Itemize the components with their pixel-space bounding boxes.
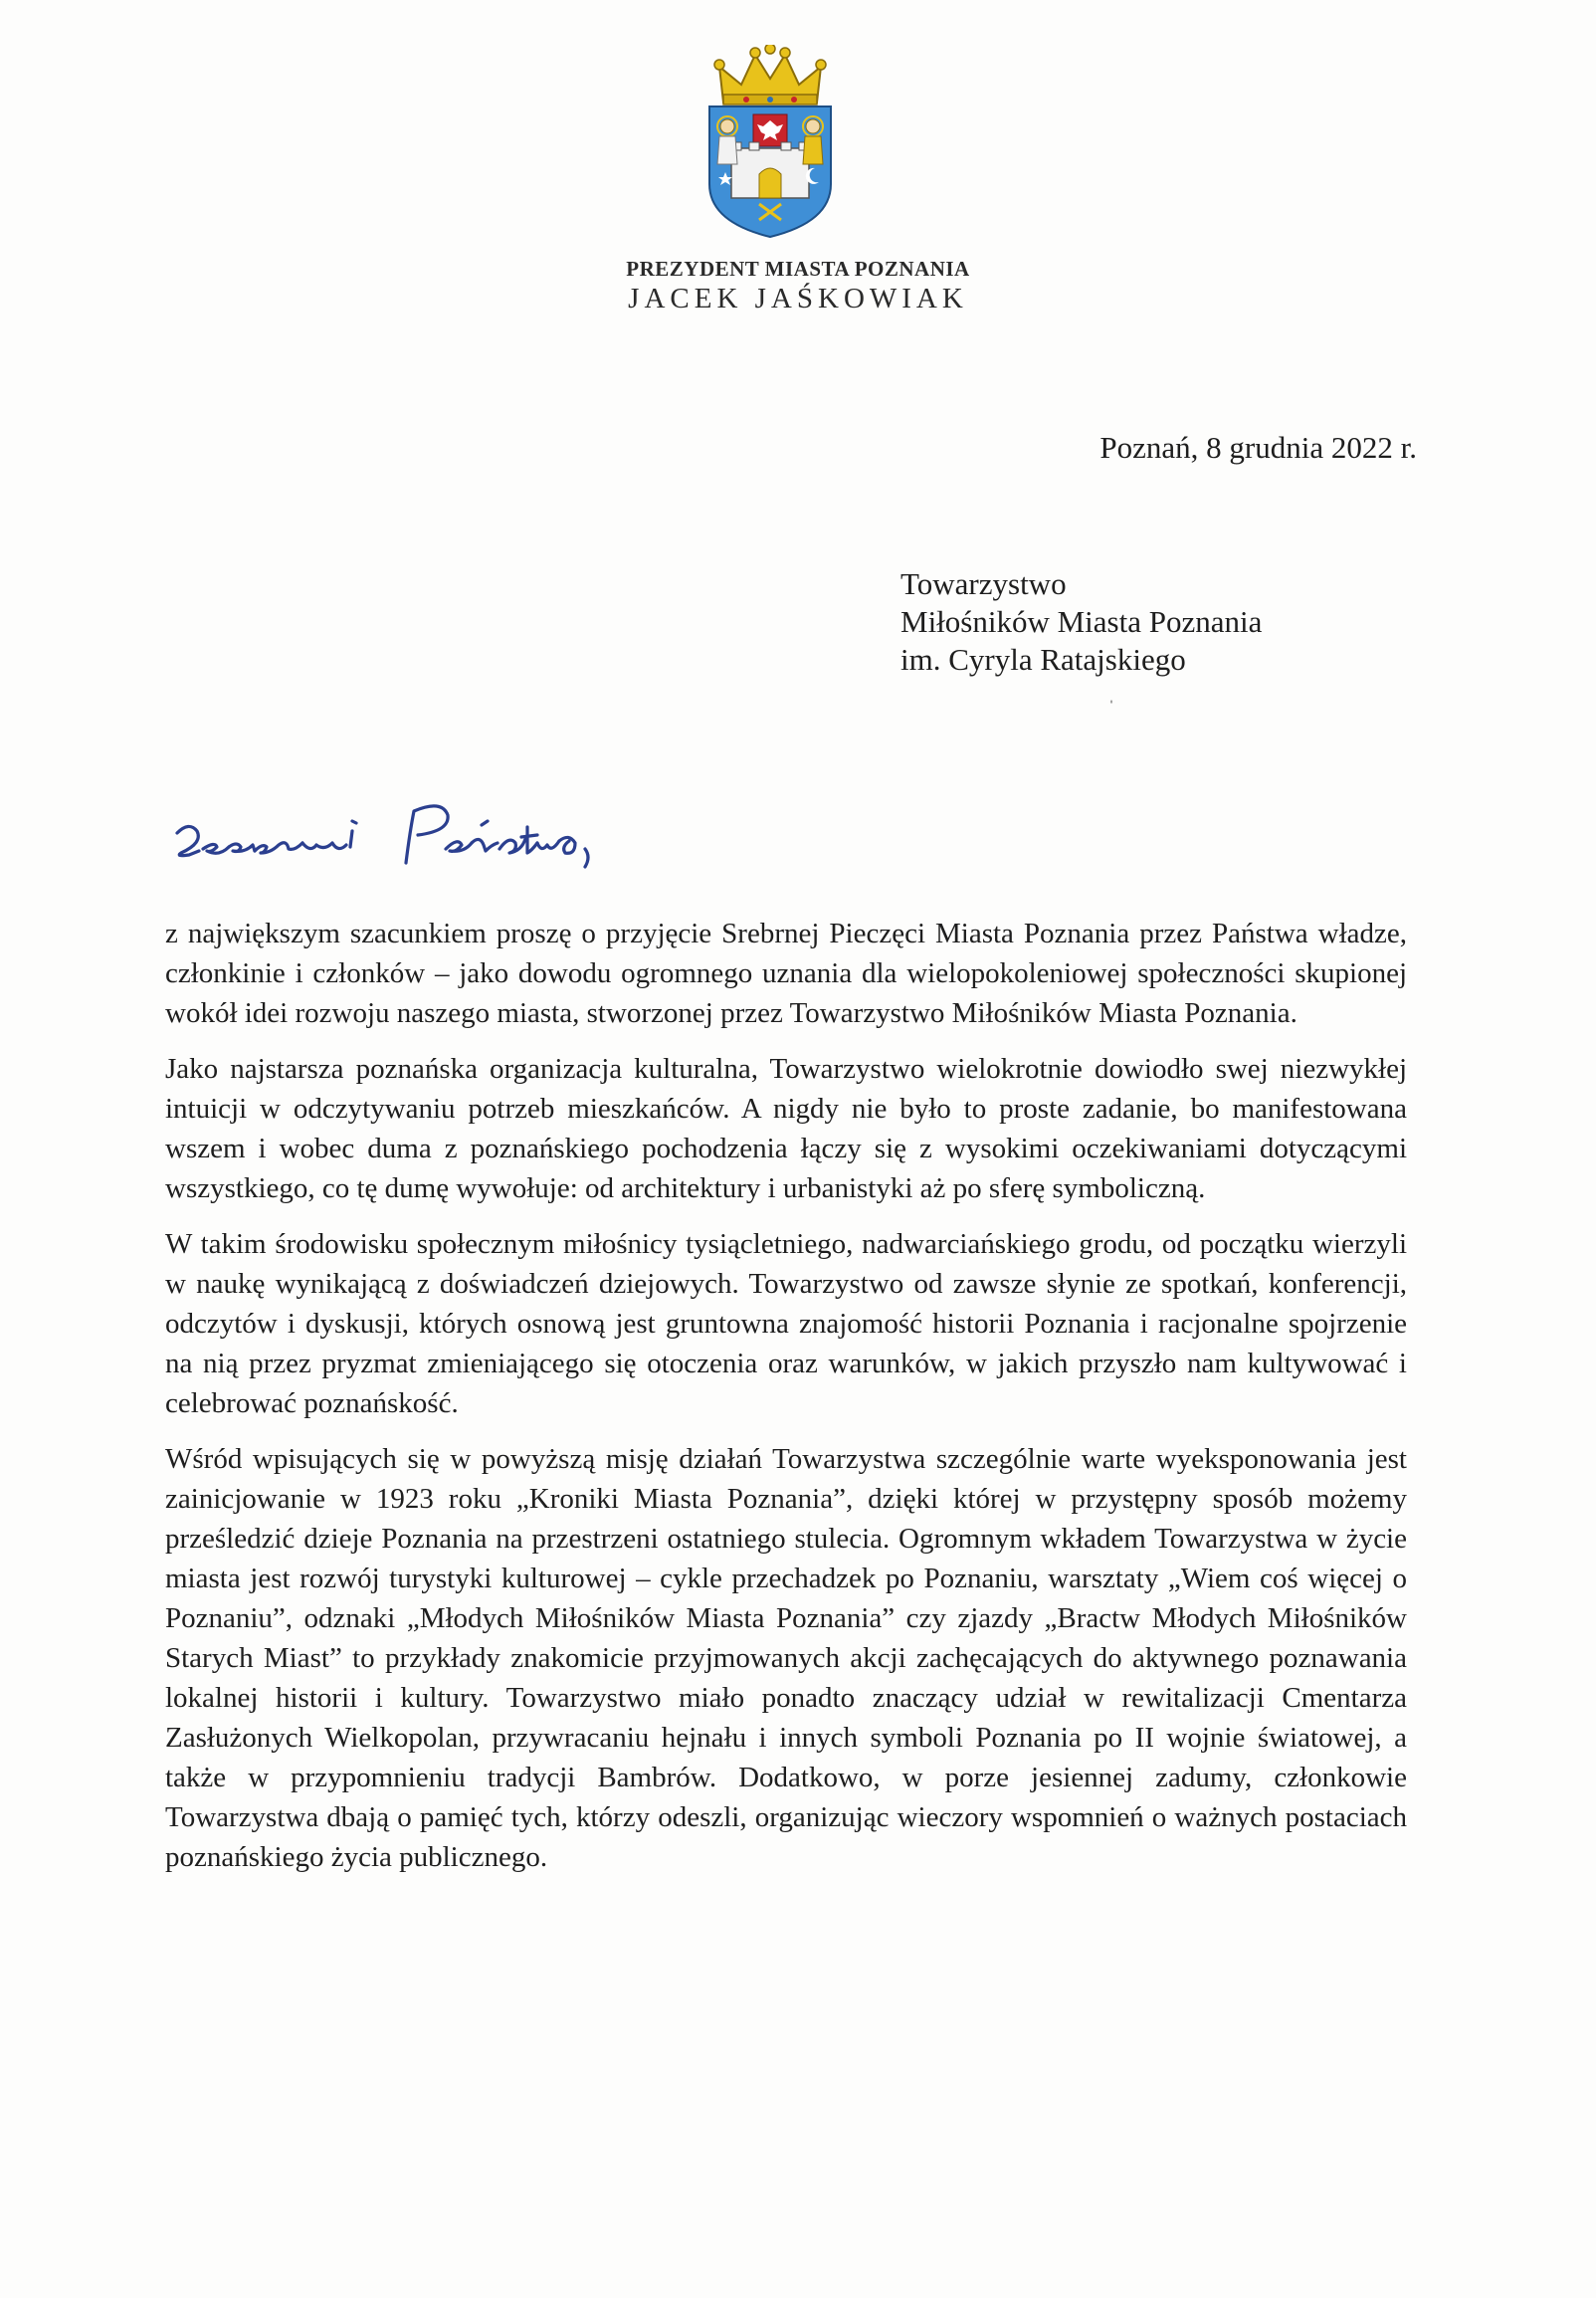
addressee-line-2: Miłośników Miasta Poznania xyxy=(900,604,1263,639)
addressee-line-3: im. Cyryla Ratajskiego xyxy=(900,642,1186,677)
addressee-block xyxy=(900,565,1262,679)
body-paragraph-1: z największym szacunkiem proszę o przyjęcie Srebrnej Pieczęci Miasta Poznania przez Państwa władze, członkinie i członków – jako dowodu ogromnego uznania dla wielopokoleniowej społeczności skupionej wokół idei rozwoju naszego miasta, stworzonej przez Towarzystwo Miłośników Miasta Poznania. xyxy=(165,918,1407,1029)
body-paragraph-3: W takim środowisku społecznym miłośnicy tysiącletniego, nadwarciańskiego grodu, od początku wierzyli w naukę wynikającą z doświadczeń dziejowych. Towarzystwo od zawsze słynie ze spotkań, konferencji, odczytów i dyskusji, których osnową jest gruntowna znajomość historii Poznania i racjonalne spojrzenie na nią przez pryzmat zmieniającego się otoczenia oraz warunków, w jakich przyszło nam kultywować i celebrować poznańskość. xyxy=(165,1228,1407,1419)
letter-date: Poznań, 8 grudnia 2022 r. xyxy=(1099,430,1417,465)
crown-icon xyxy=(714,45,826,104)
addressee-line-1: Towarzystwo xyxy=(900,566,1067,601)
letterhead-office: PREZYDENT MIASTA POZNANIA xyxy=(626,257,970,281)
letter-body xyxy=(165,914,1407,1893)
body-paragraph-4: Wśród wpisujących się w powyższą misję działań Towarzystwa szczególnie warte wyeksponowania jest zainicjowanie w 1923 roku „Kroniki Miasta Poznania”, dzięki której w przystępny sposób możemy prześledzić dzieje Poznania na przestrzeni ostatniego stulecia. Ogromnym wkładem Towarzystwa w życie miasta jest rozwój turystyki kulturowej – cykle przechadzek po Poznaniu, warsztaty „Wiem coś więcej o Poznaniu”, odznaki „Młodych Miłośników Miasta Poznania” czy zjazdy „Bractw Młodych Miłośników Starych Miast” to przykłady znakomicie przyjmowanych akcji zachęcających do aktywnego poznawania lokalnej historii i kultury. Towarzystwo miało ponadto znaczący udział w rewitalizacji Cmentarza Zasłużonych Wielkopolan, przywracaniu hejnału i innych symboli Poznania po II wojnie światowej, a także w przypomnieniu tradycji Bambrów. Dodatkowo, w porze jesiennej zadumy, członkowie Towarzystwa dbają o pamięć tych, którzy odeszli, organizując wieczory wspomnień o ważnych postaciach poznańskiego życia publicznego. xyxy=(165,1443,1407,1873)
poznan-coat-of-arms-icon xyxy=(701,45,839,239)
letterhead-name: JACEK JAŚKOWIAK xyxy=(628,283,968,314)
handwritten-salutation xyxy=(167,791,724,891)
body-paragraph-2: Jako najstarsza poznańska organizacja kulturalna, Towarzystwo wielokrotnie dowiodło swej niezwykłej intuicji w odczytywaniu potrzeb mieszkańców. A nigdy nie było to proste zadanie, bo manifestowana wszem i wobec duma z poznańskiego pochodzenia łączy się z wysokimi oczekiwaniami dotyczącymi wszystkiego, co tę dumę wywołuje: od architektury i urbanistyki aż po sferę symboliczną. xyxy=(165,1053,1407,1204)
stray-pen-mark: ˈ xyxy=(1108,697,1114,717)
